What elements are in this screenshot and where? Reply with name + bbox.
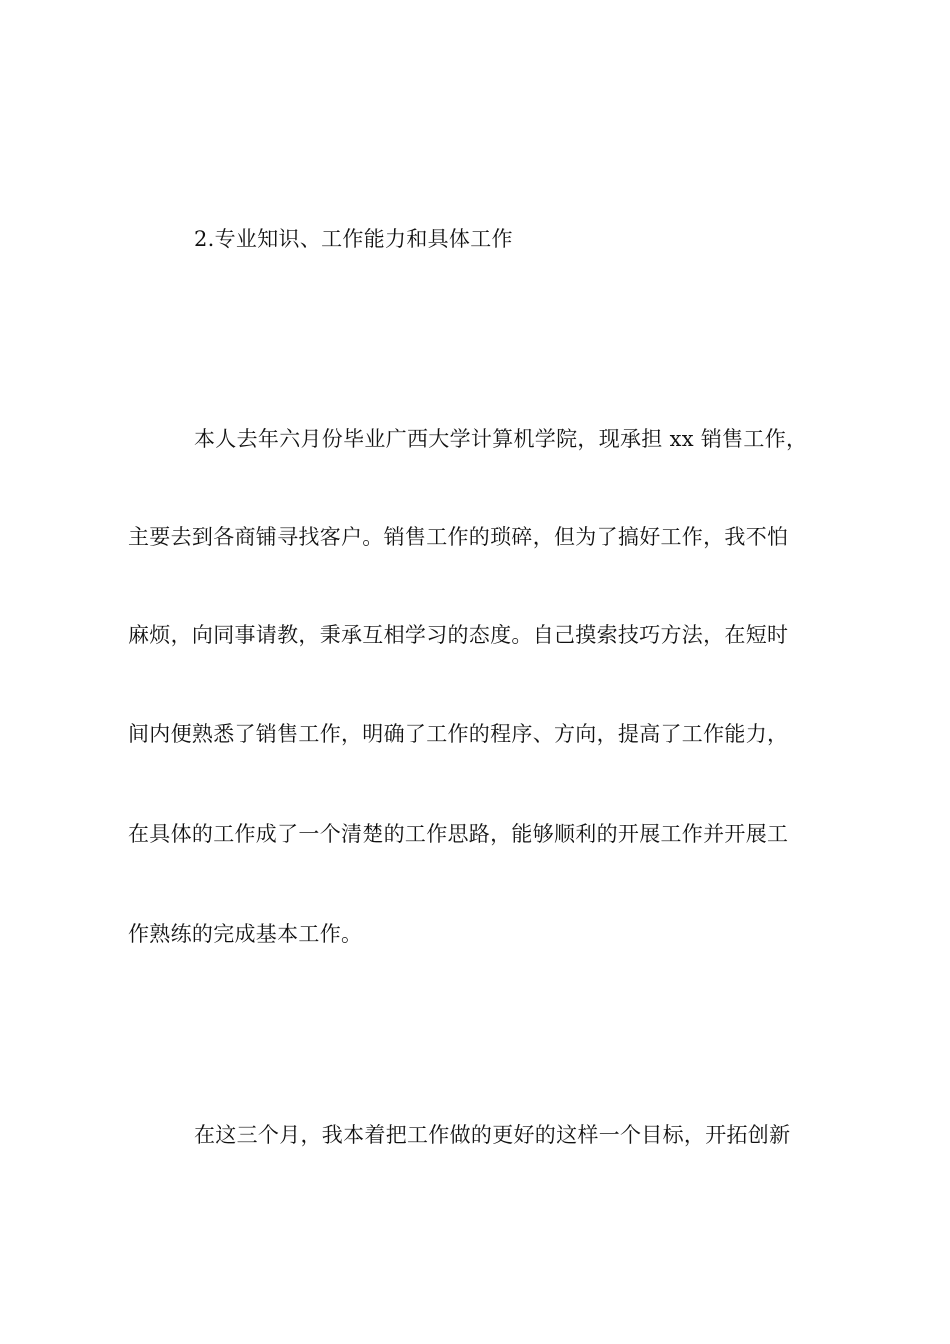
section-heading: 2.专业知识、工作能力和具体工作 [194, 227, 513, 251]
paragraph-line: 主要去到各商铺寻找客户。销售工作的琐碎，但为了搞好工作，我不怕 [128, 525, 789, 549]
paragraph-line: 在这三个月，我本着把工作做的更好的这样一个目标，开拓创新 [194, 1123, 791, 1147]
paragraph-line: 麻烦，向同事请教，秉承互相学习的态度。自己摸索技巧方法，在短时 [128, 623, 789, 647]
paragraph-line: 作熟练的完成基本工作。 [128, 922, 363, 946]
paragraph-line: 在具体的工作成了一个清楚的工作思路，能够顺利的开展工作并开展工 [128, 822, 789, 846]
paragraph-line: 本人去年六月份毕业广西大学计算机学院，现承担 xx 销售工作， [194, 427, 808, 451]
paragraph-line: 间内便熟悉了销售工作，明确了工作的程序、方向，提高了工作能力， [128, 722, 789, 746]
